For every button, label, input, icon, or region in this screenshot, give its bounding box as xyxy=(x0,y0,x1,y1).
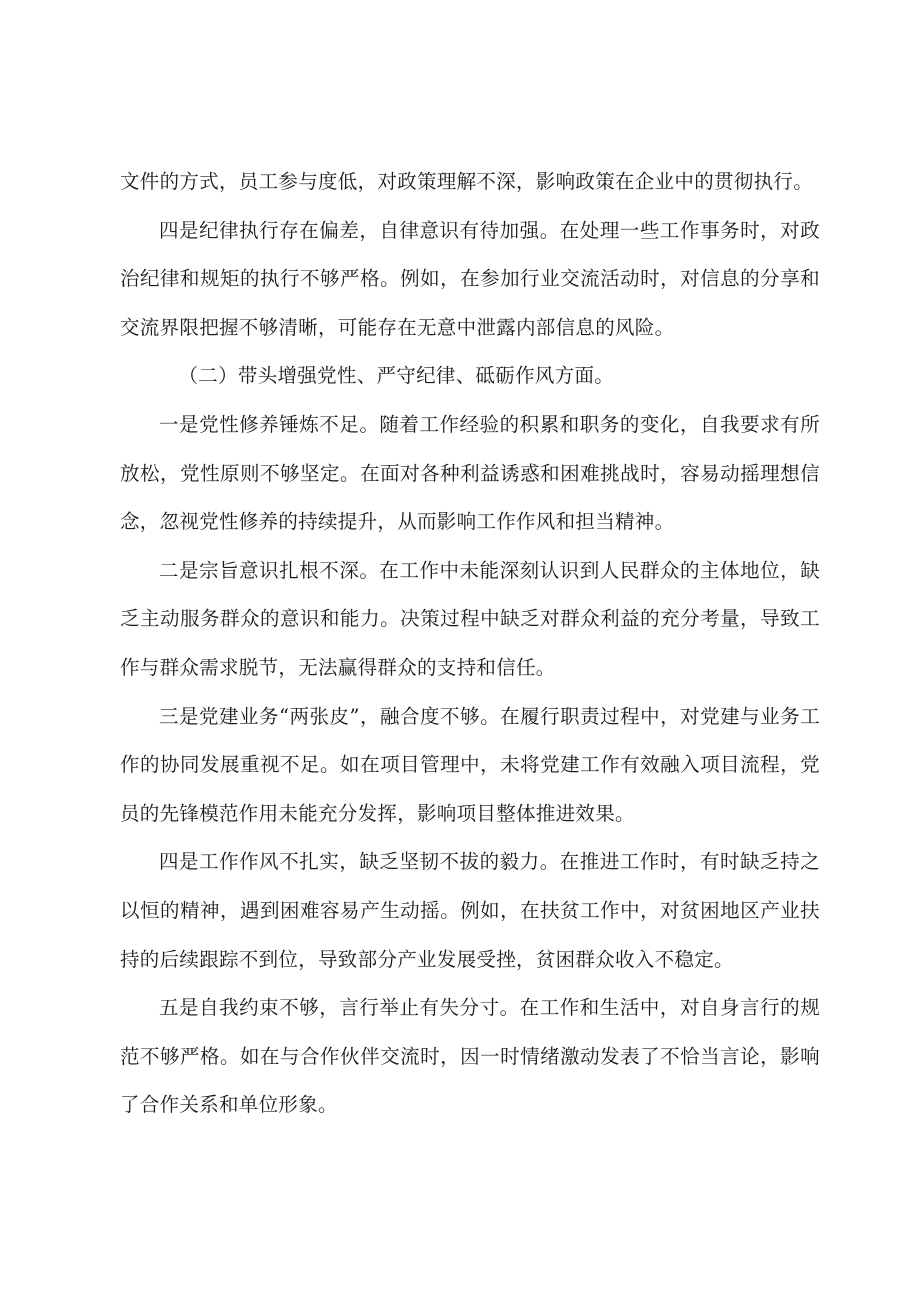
section-heading: （二）带头增强党性、严守纪律、砥砺作风方面。 xyxy=(178,364,615,388)
paragraph-work-style: 四是工作作风不扎实，缺乏坚韧不拔的毅力。在推进工作时，有时缺乏持之以恒的精神，遇到困难容易产生动摇。例如，在扶贫工作中，对贫困地区产业扶持的后续跟踪不到位，导致部分产业发展受挫，贫困群众收入不稳定。 xyxy=(120,850,820,971)
paragraph-discipline-execution: 四是纪律执行存在偏差，自律意识有待加强。在处理一些工作事务时，对政治纪律和规矩的执行不够严格。例如，在参加行业交流活动时，对信息的分享和交流界限把握不够清晰，可能存在无意中泄露内部信息的风险。 xyxy=(120,218,820,339)
document-body xyxy=(120,158,820,1130)
paragraph-party-spirit: 一是党性修养锤炼不足。随着工作经验的积累和职务的变化，自我要求有所放松，党性原则不够坚定。在面对各种利益诱惑和困难挑战时，容易动摇理想信念，忽视党性修养的持续提升，从而影响工作作风和担当精神。 xyxy=(120,412,820,534)
paragraph-party-business-integration: 三是党建业务“两张皮”，融合度不够。在履行职责过程中，对党建与业务工作的协同发展重视不足。如在项目管理中，未将党建工作有效融入项目流程，党员的先锋模范作用未能充分发挥，影响项目整体推进效果。 xyxy=(120,704,820,825)
paragraph-self-discipline: 五是自我约束不够，言行举止有失分寸。在工作和生活中，对自身言行的规范不够严格。如在与合作伙伴交流时，因一时情绪激动发表了不恰当言论，影响了合作关系和单位形象。 xyxy=(120,996,820,1117)
paragraph-purpose-awareness: 二是宗旨意识扎根不深。在工作中未能深刻认识到人民群众的主体地位，缺乏主动服务群众的意识和能力。决策过程中缺乏对群众利益的充分考量，导致工作与群众需求脱节，无法赢得群众的支持和信任。 xyxy=(120,558,820,679)
paragraph-continuation: 文件的方式，员工参与度低，对政策理解不深，影响政策在企业中的贯彻执行。 xyxy=(120,170,814,193)
